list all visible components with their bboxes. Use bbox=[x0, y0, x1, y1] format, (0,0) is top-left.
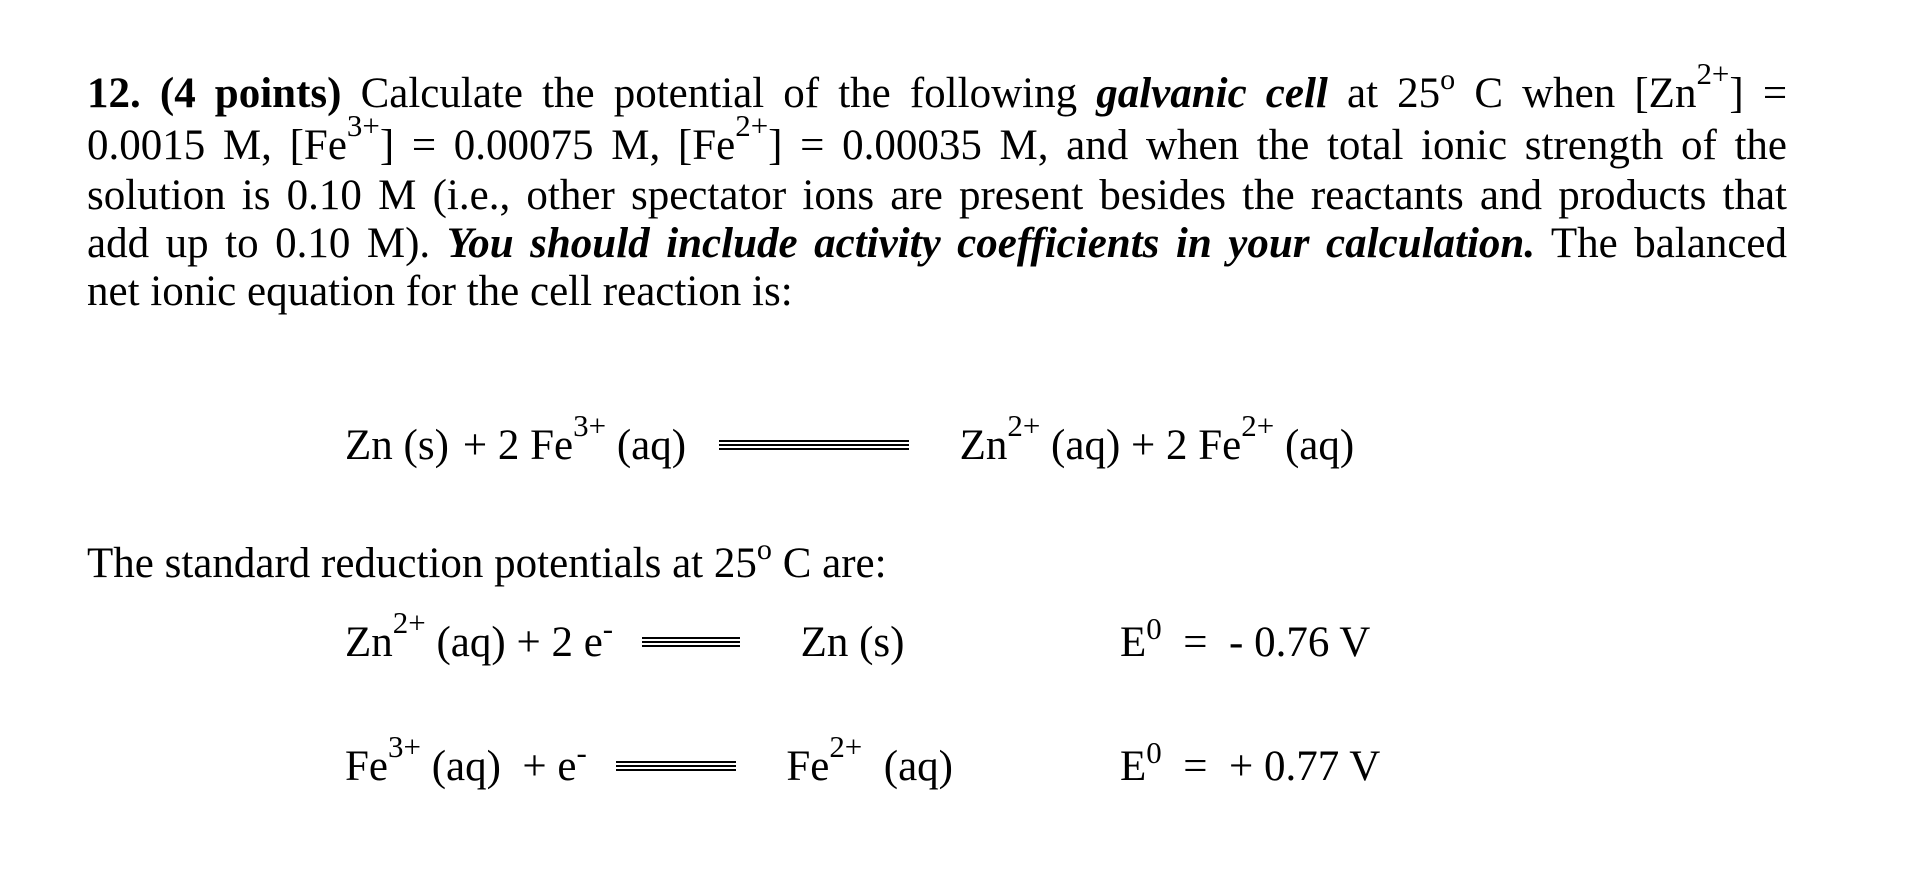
galvanic-cell-term: galvanic cell bbox=[1096, 70, 1328, 117]
intro-text: The standard reduction potentials at 25 bbox=[87, 540, 757, 587]
problem-text-d: ] = bbox=[1729, 70, 1788, 117]
pot2-sup: 0 bbox=[1146, 734, 1162, 770]
intro-unit: C are: bbox=[782, 540, 887, 587]
half1-lhs-b: (aq) + 2 e bbox=[436, 619, 603, 666]
half1-arrow bbox=[642, 637, 740, 647]
intro-degree: o bbox=[756, 531, 772, 566]
problem-text-f: ] = 0.00075 M, [Fe bbox=[379, 122, 736, 169]
potential-zn bbox=[1120, 610, 1371, 669]
half-reaction-fe bbox=[345, 728, 953, 793]
half2-rhs-charge: 2+ bbox=[829, 728, 863, 764]
cell-reaction bbox=[345, 407, 1355, 472]
problem-text-h: add up to 0.10 M). bbox=[87, 220, 431, 267]
problem-number: 12. bbox=[87, 70, 141, 117]
pot2-label: E bbox=[1120, 743, 1147, 790]
problem-text-i: The balanced bbox=[1550, 220, 1787, 267]
fe3-charge: 3+ bbox=[346, 107, 380, 143]
activity-emphasis: You should include activity coefficients in your calculation. bbox=[446, 220, 1536, 267]
half2-rhs-b: (aq) bbox=[883, 743, 953, 790]
half-reaction-zn bbox=[345, 604, 905, 669]
fe2-charge: 2+ bbox=[735, 107, 769, 143]
half2-arrow bbox=[616, 761, 736, 771]
half1-electron-sup: - bbox=[602, 610, 614, 646]
problem-text-b: at 25 bbox=[1346, 70, 1441, 117]
reaction-rhs-charge-2: 2+ bbox=[1241, 407, 1275, 443]
half1-lhs-charge: 2+ bbox=[392, 604, 426, 640]
problem-line-3: solution is 0.10 M (i.e., other spectator ions are present besides the reactants and products that bbox=[87, 172, 1787, 219]
reaction-lhs-a: Zn (s) bbox=[345, 422, 449, 469]
reaction-rhs-c: (aq) bbox=[1284, 422, 1355, 469]
problem-points: (4 points) bbox=[159, 70, 342, 117]
problem-line-5: net ionic equation for the cell reaction is: bbox=[87, 268, 793, 315]
pot2-value: = + 0.77 V bbox=[1183, 743, 1381, 790]
reaction-lhs-c: (aq) bbox=[616, 422, 687, 469]
problem-statement bbox=[87, 55, 1788, 316]
reaction-lhs-charge: 3+ bbox=[573, 407, 607, 443]
half2-lhs-charge: 3+ bbox=[388, 728, 421, 764]
potentials-intro bbox=[87, 531, 887, 590]
problem-text-c: C when [Zn bbox=[1474, 70, 1697, 117]
half2-lhs-a: Fe bbox=[345, 743, 388, 790]
pot1-value: = - 0.76 V bbox=[1183, 619, 1371, 666]
half2-lhs-b: (aq) + e bbox=[431, 743, 577, 790]
equilibrium-arrow bbox=[719, 440, 909, 450]
degree-symbol: o bbox=[1440, 61, 1456, 96]
problem-text-g: ] = 0.00035 M, and when the total ionic strength of the bbox=[768, 122, 1787, 169]
half1-rhs-a: Zn (s) bbox=[800, 619, 905, 666]
pot1-sup: 0 bbox=[1146, 610, 1162, 646]
reaction-rhs-b: (aq) + 2 Fe bbox=[1051, 422, 1242, 469]
problem-line-1 bbox=[87, 55, 1788, 120]
half1-lhs-a: Zn bbox=[345, 619, 393, 666]
half2-electron-sup: - bbox=[576, 734, 587, 770]
pot1-label: E bbox=[1120, 619, 1147, 666]
reaction-rhs-a: Zn bbox=[959, 422, 1008, 469]
problem-line-2 bbox=[87, 107, 1787, 172]
potential-fe bbox=[1120, 734, 1381, 793]
reaction-rhs-charge-1: 2+ bbox=[1007, 407, 1041, 443]
problem-text-a: Calculate the potential of the following bbox=[360, 70, 1078, 117]
reaction-lhs-b: + 2 Fe bbox=[462, 422, 574, 469]
problem-line-4 bbox=[87, 220, 1787, 268]
half2-rhs-a: Fe bbox=[786, 743, 830, 790]
problem-text-e: 0.0015 M, [Fe bbox=[87, 122, 347, 169]
zn-charge: 2+ bbox=[1696, 55, 1730, 91]
